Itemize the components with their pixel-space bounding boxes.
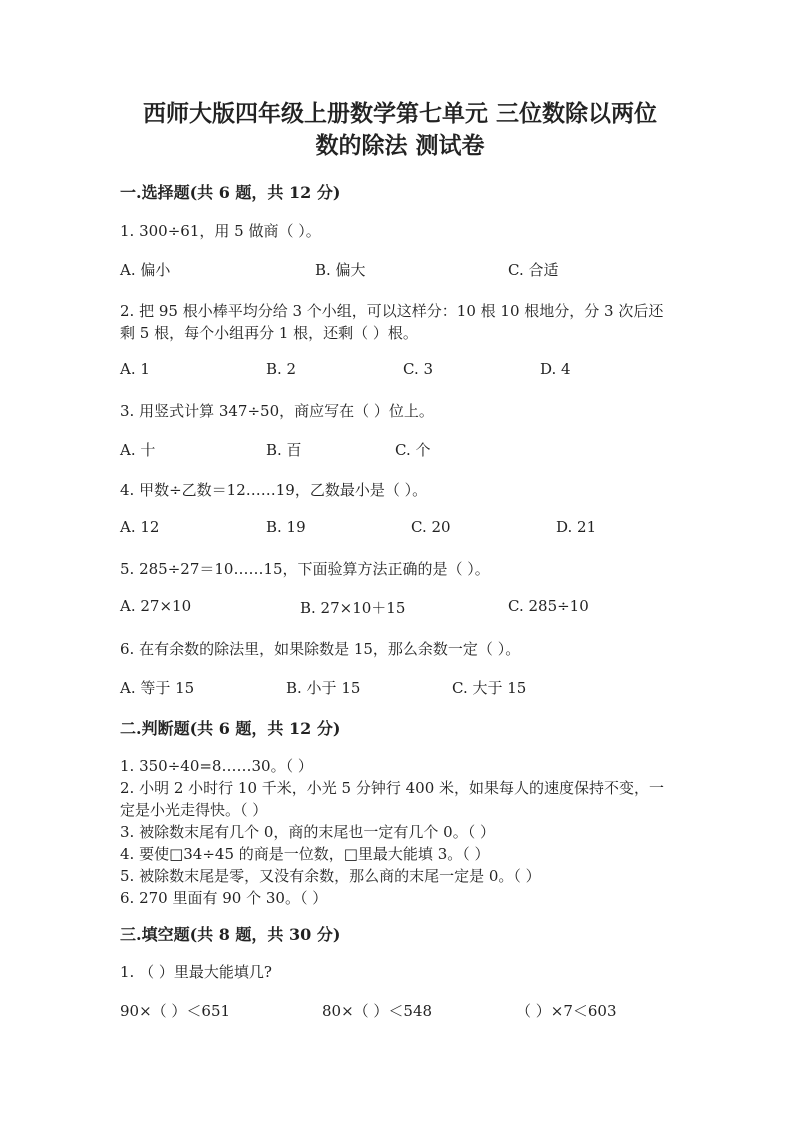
section-heading-choice: 一.选择题(共 6 题，共 12 分) — [120, 183, 341, 202]
judgement-4: 4. 要使□34÷45 的商是一位数，□里最大能填 3。（ ） — [120, 845, 490, 863]
question-2-line-1: 2. 把 95 根小棒平均分给 3 个小组，可以这样分：10 根 10 根地分，分 3 次后还 — [120, 302, 664, 320]
judgement-1: 1. 350÷40=8……30。（ ） — [120, 757, 313, 775]
question-5: 5. 285÷27＝10……15，下面验算方法正确的是（ ）。 — [120, 560, 490, 578]
option-5a: A. 27×10 — [120, 597, 192, 615]
question-4: 4. 甲数÷乙数＝12……19，乙数最小是（ ）。 — [120, 481, 428, 499]
option-5c: C. 285÷10 — [508, 597, 589, 615]
option-5b: B. 27×10＋15 — [300, 599, 406, 617]
option-6c: C. 大于 15 — [452, 679, 527, 697]
option-1a: A. 偏小 — [120, 261, 171, 279]
option-3c: C. 个 — [395, 441, 431, 459]
judgement-6: 6. 270 里面有 90 个 30。（ ） — [120, 889, 328, 907]
option-2d: D. 4 — [540, 360, 571, 378]
option-3a: A. 十 — [120, 441, 156, 459]
judgement-2-line-2: 定是小光走得快。（ ） — [120, 801, 268, 819]
section-heading-fill-in: 三.填空题(共 8 题，共 30 分) — [120, 925, 341, 944]
fill-in-item-1: 90×（ ）＜651 — [120, 1002, 231, 1020]
fill-in-item-3: （ ）×7＜603 — [516, 1002, 617, 1020]
judgement-3: 3. 被除数末尾有几个 0，商的末尾也一定有几个 0。（ ） — [120, 823, 495, 841]
option-2b: B. 2 — [266, 360, 297, 378]
option-4c: C. 20 — [411, 518, 451, 536]
question-2-line-2: 剩 5 根，每个小组再分 1 根，还剩（ ）根。 — [120, 324, 418, 342]
page-title-line-2: 数的除法 测试卷 — [315, 132, 485, 159]
fill-in-item-2: 80×（ ）＜548 — [322, 1002, 433, 1020]
option-6b: B. 小于 15 — [286, 679, 361, 697]
page-title-line-1: 西师大版四年级上册数学第七单元 三位数除以两位 — [142, 100, 657, 127]
option-3b: B. 百 — [266, 441, 302, 459]
option-4a: A. 12 — [120, 518, 160, 536]
option-2c: C. 3 — [403, 360, 434, 378]
option-1c: C. 合适 — [508, 261, 559, 279]
question-3: 3. 用竖式计算 347÷50，商应写在（ ）位上。 — [120, 402, 434, 420]
question-1: 1. 300÷61，用 5 做商（ ）。 — [120, 222, 321, 240]
option-6a: A. 等于 15 — [120, 679, 195, 697]
fill-in-question-1: 1. （ ）里最大能填几? — [120, 963, 272, 981]
option-4d: D. 21 — [556, 518, 597, 536]
section-heading-judgement: 二.判断题(共 6 题，共 12 分) — [120, 719, 341, 738]
option-4b: B. 19 — [266, 518, 306, 536]
judgement-5: 5. 被除数末尾是零，又没有余数，那么商的末尾一定是 0。（ ） — [120, 867, 541, 885]
option-1b: B. 偏大 — [315, 261, 366, 279]
question-6: 6. 在有余数的除法里，如果除数是 15，那么余数一定（ ）。 — [120, 640, 521, 658]
option-2a: A. 1 — [120, 360, 150, 378]
judgement-2-line-1: 2. 小明 2 小时行 10 千米，小光 5 分钟行 400 米，如果每人的速度保持不变，一 — [120, 779, 665, 797]
